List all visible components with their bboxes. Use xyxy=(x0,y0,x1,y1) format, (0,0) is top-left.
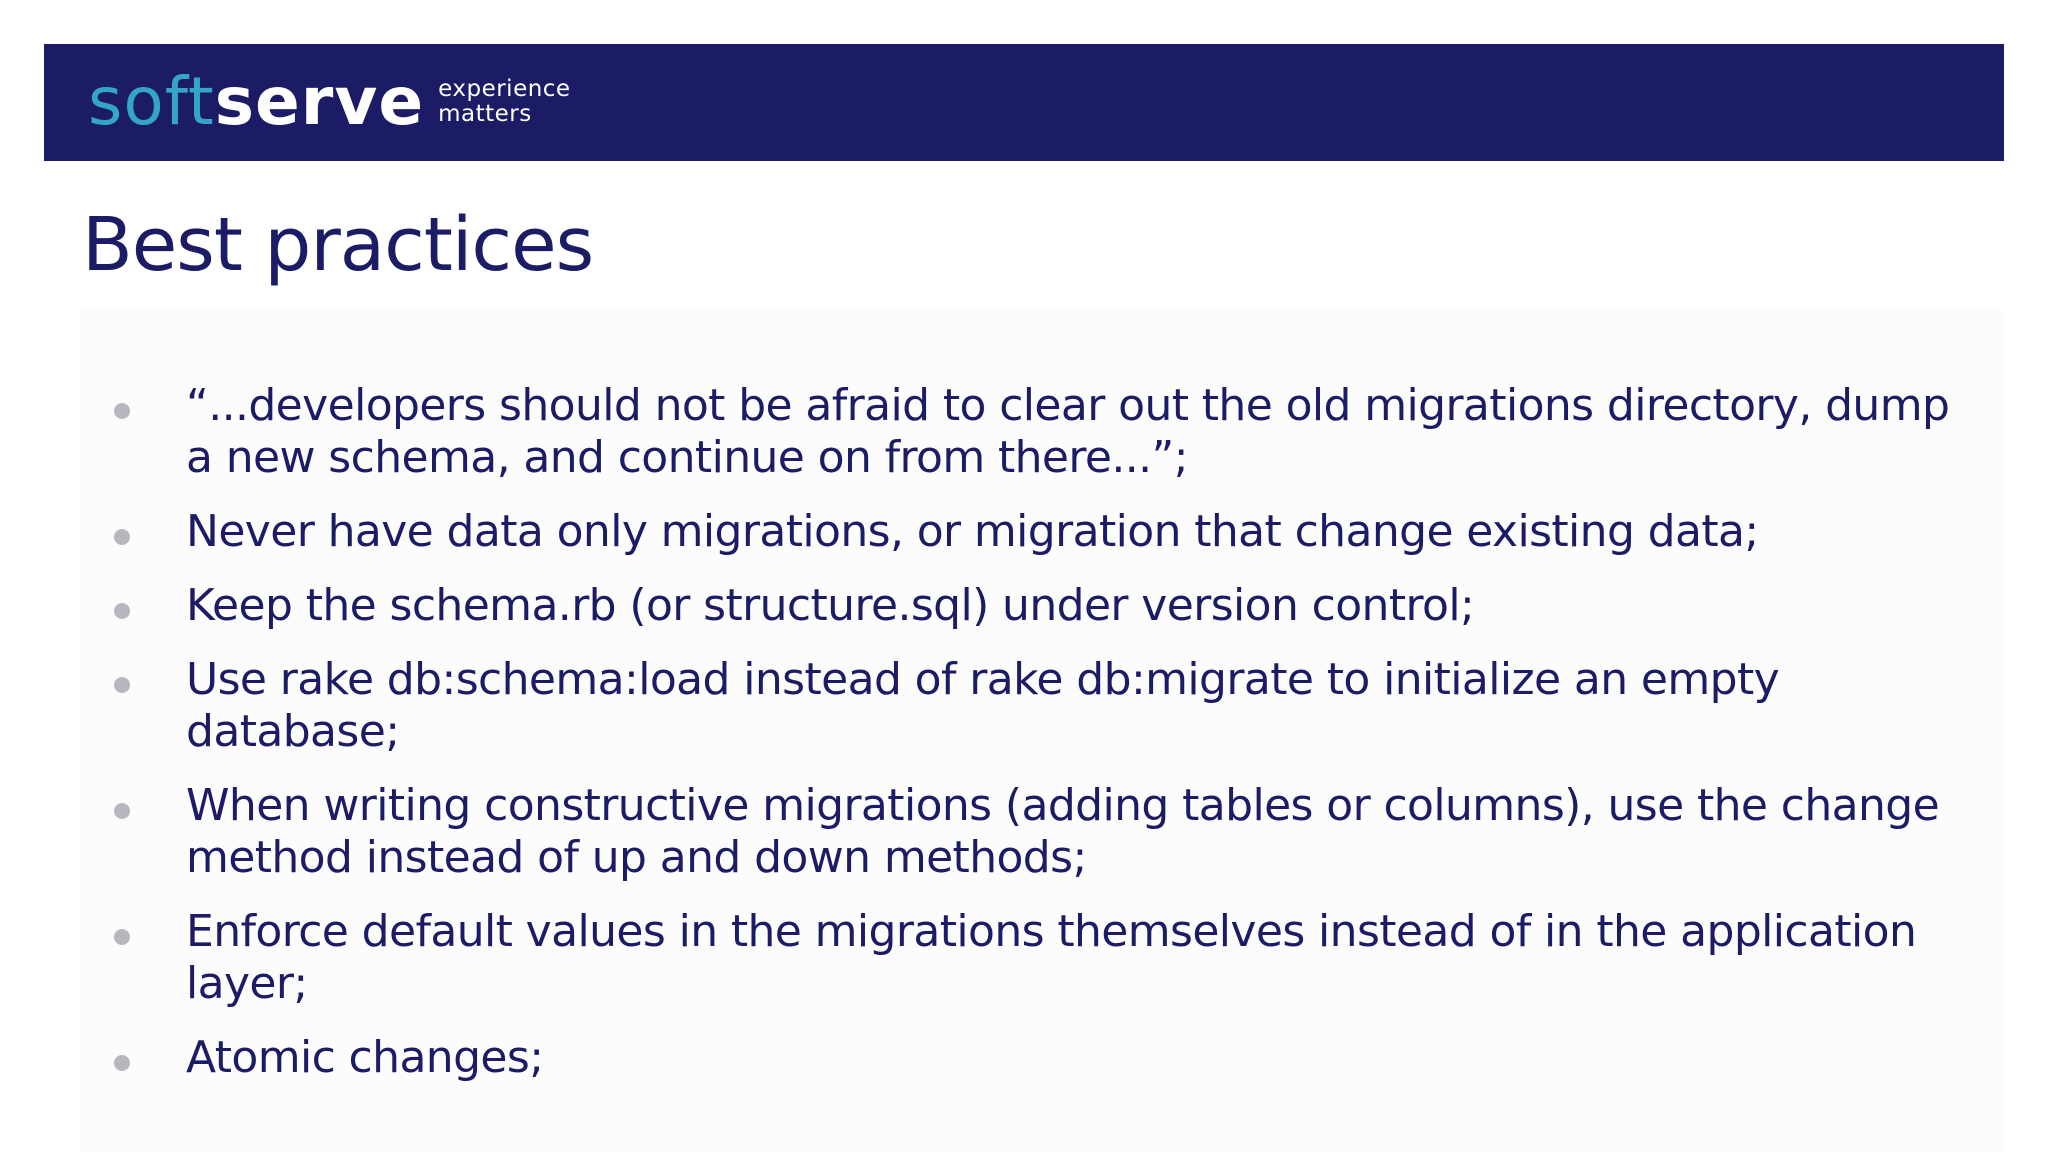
bullet-text: When writing constructive migrations (adding tables or columns), use the change method instead of up and down methods; xyxy=(186,780,1940,883)
bullet-marker xyxy=(114,803,130,819)
list-item xyxy=(100,780,1980,884)
bullet-text: Keep the schema.rb (or structure.sql) under version control; xyxy=(186,580,1475,631)
logo-text-serve: serve xyxy=(214,63,425,140)
header-bar xyxy=(44,44,2004,161)
bullet-marker xyxy=(114,677,130,693)
list-item xyxy=(100,506,1980,558)
bullet-text: Use rake db:schema:load instead of rake db:migrate to initialize an empty database; xyxy=(186,654,1780,757)
logo-tagline xyxy=(438,77,570,127)
list-item xyxy=(100,580,1980,632)
logo-text-soft: soft xyxy=(88,63,215,140)
bullet-text: Enforce default values in the migrations themselves instead of in the application layer; xyxy=(186,906,1917,1009)
bullet-marker xyxy=(114,1055,130,1071)
tagline-line-1: experience xyxy=(438,76,571,102)
list-item xyxy=(100,654,1980,758)
softserve-logo xyxy=(88,62,571,142)
bullet-text: “...developers should not be afraid to clear out the old migrations directory, dump a new schema, and continue on from there...”; xyxy=(186,380,1950,483)
tagline-line-2: matters xyxy=(438,101,532,127)
bullet-marker xyxy=(114,403,130,419)
bullet-text: Never have data only migrations, or migration that change existing data; xyxy=(186,506,1759,557)
bullet-marker xyxy=(114,529,130,545)
list-item xyxy=(100,1032,1980,1084)
list-item xyxy=(100,380,1980,484)
bullet-text: Atomic changes; xyxy=(186,1032,544,1083)
bullet-marker xyxy=(114,603,130,619)
bullet-marker xyxy=(114,929,130,945)
bullet-list xyxy=(100,380,1980,1106)
page-title: Best practices xyxy=(82,202,594,288)
list-item xyxy=(100,906,1980,1010)
